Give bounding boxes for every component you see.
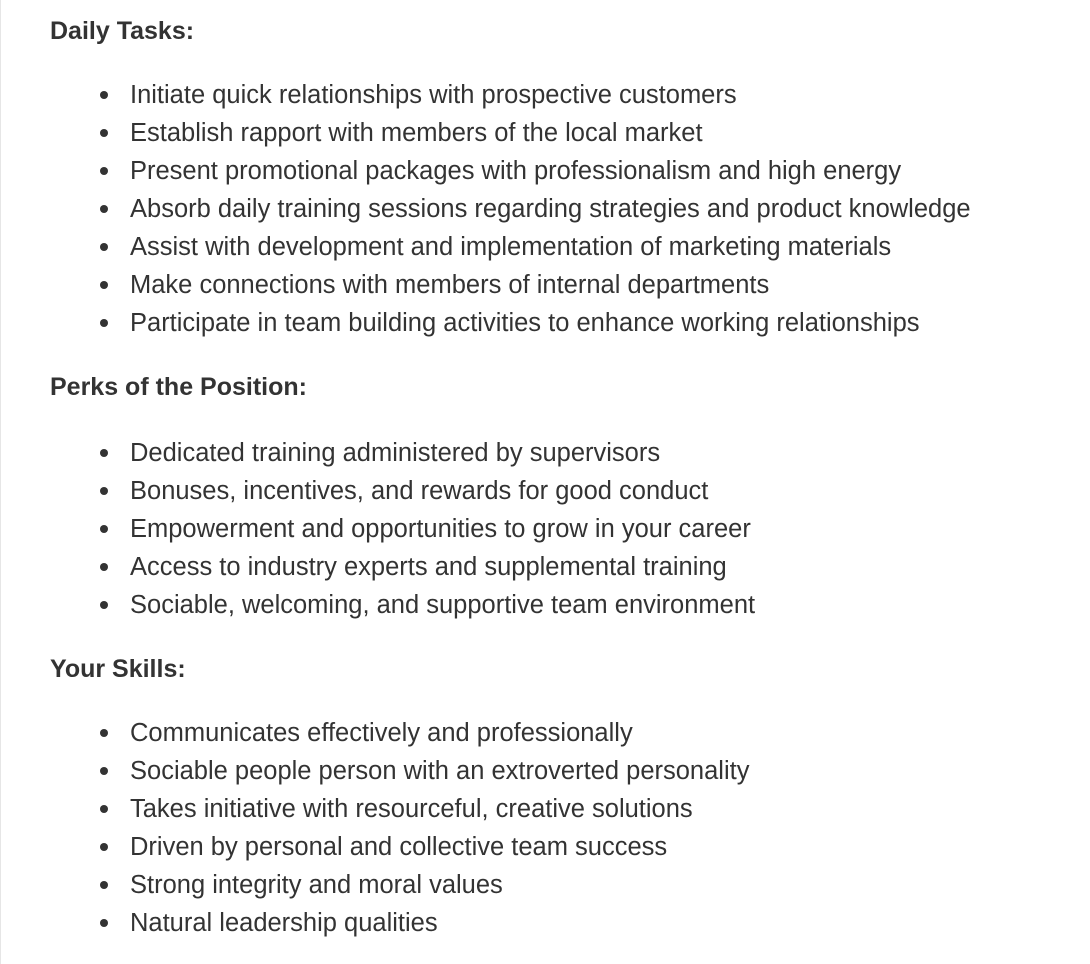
list-item: Bonuses, incentives, and rewards for good conduct — [50, 472, 1090, 510]
list-item: Sociable people person with an extroverted personality — [50, 752, 1090, 790]
bullet-icon — [100, 205, 108, 213]
list-item: Sociable, welcoming, and supportive team environment — [50, 586, 1090, 624]
list-item: Establish rapport with members of the local market — [50, 114, 1090, 152]
list-item: Natural leadership qualities — [50, 904, 1090, 942]
bullet-icon — [100, 487, 108, 495]
list-item: Communicates effectively and professionally — [50, 714, 1090, 752]
bullet-icon — [100, 601, 108, 609]
bullet-icon — [100, 843, 108, 851]
section-title-daily-tasks: Daily Tasks: — [50, 17, 195, 45]
perks-list — [50, 434, 1090, 624]
page-left-border — [0, 0, 1, 964]
bullet-icon — [100, 319, 108, 327]
bullet-icon — [100, 563, 108, 571]
list-item: Dedicated training administered by supervisors — [50, 434, 1090, 472]
bullet-icon — [100, 281, 108, 289]
section-title-perks: Perks of the Position: — [50, 373, 307, 401]
list-item: Takes initiative with resourceful, creative solutions — [50, 790, 1090, 828]
list-item: Driven by personal and collective team success — [50, 828, 1090, 866]
section-title-skills: Your Skills: — [50, 655, 186, 683]
list-item: Access to industry experts and supplemental training — [50, 548, 1090, 586]
daily-tasks-list — [50, 76, 1090, 342]
bullet-icon — [100, 729, 108, 737]
list-item: Present promotional packages with professionalism and high energy — [50, 152, 1090, 190]
bullet-icon — [100, 167, 108, 175]
list-item: Participate in team building activities to enhance working relationships — [50, 304, 1090, 342]
bullet-icon — [100, 881, 108, 889]
bullet-icon — [100, 525, 108, 533]
list-item: Assist with development and implementation of marketing materials — [50, 228, 1090, 266]
bullet-icon — [100, 805, 108, 813]
skills-list — [50, 714, 1090, 942]
bullet-icon — [100, 919, 108, 927]
list-item: Make connections with members of internal departments — [50, 266, 1090, 304]
bullet-icon — [100, 243, 108, 251]
list-item: Strong integrity and moral values — [50, 866, 1090, 904]
bullet-icon — [100, 767, 108, 775]
bullet-icon — [100, 91, 108, 99]
bullet-icon — [100, 129, 108, 137]
list-item: Initiate quick relationships with prospective customers — [50, 76, 1090, 114]
list-item: Absorb daily training sessions regarding strategies and product knowledge — [50, 190, 1090, 228]
bullet-icon — [100, 449, 108, 457]
list-item: Empowerment and opportunities to grow in your career — [50, 510, 1090, 548]
